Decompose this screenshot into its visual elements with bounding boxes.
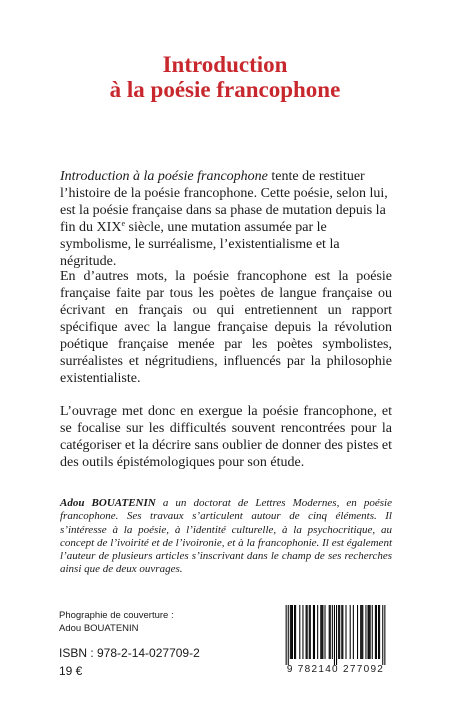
barcode-bar [341,605,342,659]
barcode-bar [379,605,380,659]
barcode-bar [310,605,311,659]
barcode-bar [292,605,293,659]
book-title [0,52,450,102]
barcode-bar [307,605,308,659]
barcode-bar [372,605,373,659]
barcode-digits: 9 782140 277092 [286,664,385,675]
barcode-bar [320,605,321,659]
barcode-bar [365,605,366,659]
barcode-bar [309,605,310,659]
barcode-bar [342,605,343,659]
barcode-bar [368,605,369,659]
price: 19 € [59,664,83,678]
barcode-bars-icon [278,605,393,665]
barcode-bar [382,605,383,665]
barcode-bar [338,605,339,659]
summary-paragraph-1 [60,168,392,270]
barcode-bar [302,605,303,659]
title-line-2: à la poésie francophone [109,77,341,102]
barcode-bar [286,605,287,665]
barcode-bar [339,605,340,659]
barcode-bar [357,605,358,659]
barcode-bar [384,605,385,665]
barcode-bar [313,605,314,659]
barcode-bar [306,605,307,659]
barcode [278,605,393,677]
photo-credits [59,609,174,635]
barcode-bar [329,605,330,659]
barcode-bar [336,605,337,665]
barcode-bar [378,605,379,659]
barcode-bar [322,605,323,659]
barcode-bar [362,605,363,659]
barcode-bar [295,605,296,659]
barcode-bar [288,605,289,665]
barcode-bar [321,605,322,659]
barcode-bar [376,605,377,659]
barcode-bar [360,605,361,659]
barcode-bar [324,605,325,659]
barcode-bar [353,605,354,659]
author-name: Adou BOUATENIN [60,497,156,509]
book-title-italic: Introduction à la poésie francophone [60,169,268,184]
barcode-bar [330,605,331,659]
barcode-bar [314,605,315,659]
barcode-bar [290,605,291,659]
barcode-bar [375,605,376,659]
author-bio [60,497,392,577]
barcode-bar [291,605,292,659]
photo-credits-label: Phographie de couverture : [59,610,174,621]
barcode-bar [350,605,351,659]
barcode-bar [317,605,318,659]
barcode-bar [334,605,335,665]
barcode-bar [294,605,295,659]
title-line-1: Introduction [162,52,288,77]
author-bio-text: a un doctorat de Lettres Modernes, en poésie francophone. Ses travaux s’articulent autour de cinq éléments. Il s’intéresse à la poésie, à l’identité culturelle, à la psychocritique, au concept de l’ivoirité et de l’ivoironie, et à la francophonie. Il est également l’auteur de plusieurs articles s’inscrivant dans le champ de ses recherches ainsi que de deux ouvrages. [60,497,392,576]
barcode-bar [361,605,362,659]
paragraph1-text-a: tente de restituer l’histoire de la poésie francophone. Cette poésie, selon lui, est la poésie française dans sa phase de mutation depuis la fin du XIX [60,169,388,235]
barcode-bar [369,605,370,659]
isbn: ISBN : 978-2-14-027709-2 [59,646,200,660]
barcode-bar [332,605,333,659]
barcode-bar [345,605,346,659]
photo-credits-name: Adou BOUATENIN [59,623,139,634]
century-superscript: e [121,219,125,228]
barcode-bar [299,605,300,659]
summary-paragraph-2: En d’autres mots, la poésie francophone est la poésie française faite par tous les poètes de langue française ou écrivant en français ou qui entretiennent un rapport spécifique avec la langue française depuis la révolution poétique française menée par les poètes symbolistes, surréalistes et négritudiens, influencés par la philosophie existentialiste. [60,269,392,386]
paragraph1-text-b: siècle, une mutation assumée par le symbolisme, le surréalisme, l’existentialisme et la négritude. [60,220,340,269]
summary-paragraph-3: L’ouvrage met donc en exergue la poésie francophone, et se focalise sur les difficultés souvent rencontrées pour la catégoriser et la décrire sans oublier de donner des pistes et des outils épistémologiques pour son étude. [60,404,392,470]
barcode-bar [370,605,371,659]
